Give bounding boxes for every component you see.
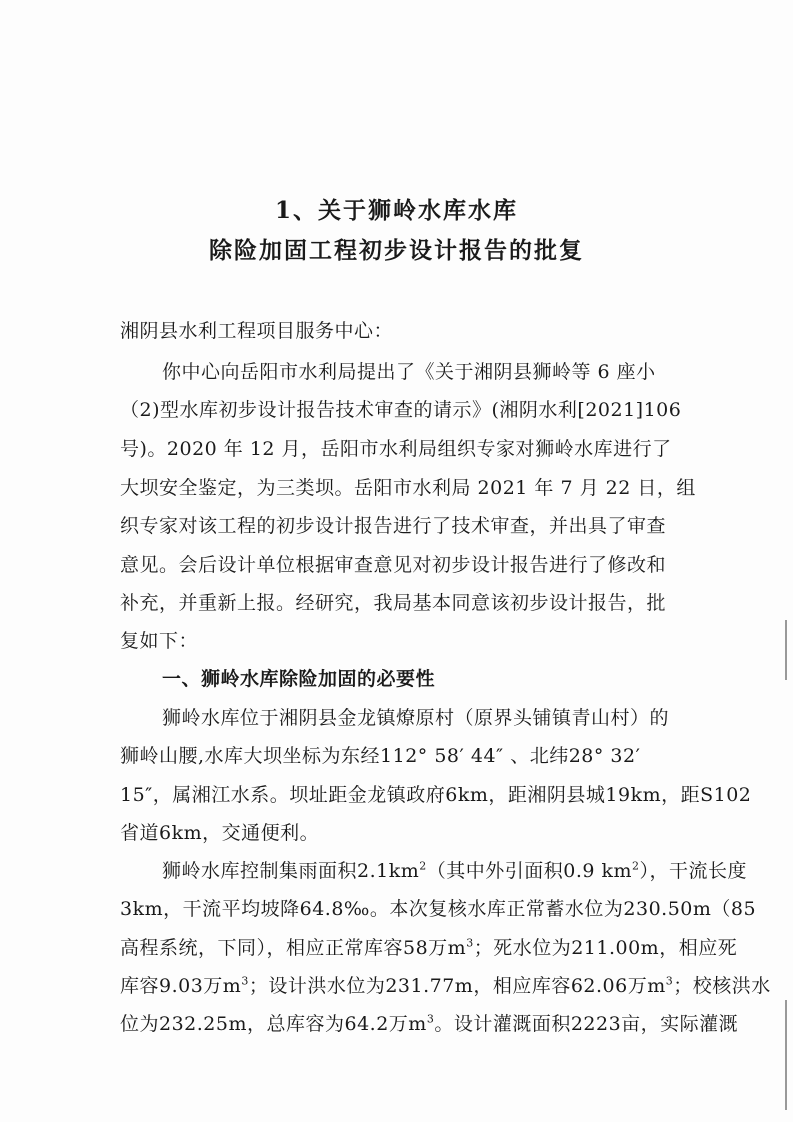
body-line: 省道6km，交通便利。 xyxy=(120,822,320,844)
superscript: 3 xyxy=(241,974,249,988)
body-line xyxy=(120,930,738,966)
superscript: 2 xyxy=(632,859,640,873)
scan-edge-mark xyxy=(785,620,787,680)
text-fragment: 库容9.03万m xyxy=(120,975,242,997)
body-line: 复如下： xyxy=(120,630,199,652)
body-line xyxy=(162,853,748,889)
document-title-line2: 除险加固工程初步设计报告的批复 xyxy=(209,237,584,264)
body-line: 15″，属湘江水系。坝址距金龙镇政府6km，距湘阴县城19km，距S102 xyxy=(120,784,752,806)
body-line: 狮岭山腰,水库大坝坐标为东经112° 58′ 44″ 、北纬28° 32′ xyxy=(120,745,641,767)
body-line: 3km，干流平均坡降64.8‰。本次复核水库正常蓄水位为230.50m（85 xyxy=(120,898,757,920)
body-line: 你中心向岳阳市水利局提出了《关于湘阴县狮岭等 6 座小 xyxy=(162,361,656,383)
text-fragment: 位为232.25m，总库容为64.2万m xyxy=(120,1013,427,1035)
body-line: （2)型水库初步设计报告技术审查的请示》(湘阴水利[2021]106 xyxy=(120,399,682,421)
body-line: 号)。2020 年 12 月，岳阳市水利局组织专家对狮岭水库进行了 xyxy=(120,438,672,460)
body-line: 意见。会后设计单位根据审查意见对初步设计报告进行了修改和 xyxy=(120,554,667,576)
superscript: 3 xyxy=(466,936,474,950)
superscript: 3 xyxy=(665,974,674,988)
text-fragment: ；校核洪水 xyxy=(673,975,771,997)
text-fragment: 。设计灌溉面积2223亩，实际灌溉 xyxy=(434,1013,739,1035)
body-line: 织专家对该工程的初步设计报告进行了技术审查，并出具了审查 xyxy=(120,515,667,537)
scan-edge-mark xyxy=(785,1000,787,1110)
text-fragment: 狮岭水库控制集雨面积2.1km xyxy=(162,860,420,882)
body-line xyxy=(120,968,771,1004)
body-line: 狮岭水库位于湘阴县金龙镇燎原村（原界头铺镇青山村）的 xyxy=(162,707,670,729)
body-line: 补充，并重新上报。经研究，我局基本同意该初步设计报告，批 xyxy=(120,592,667,614)
document-title-line1: 1、关于狮岭水库水库 xyxy=(274,197,518,224)
text-fragment: ；死水位为211.00m，相应死 xyxy=(473,937,738,959)
addressee: 湘阴县水利工程项目服务中心： xyxy=(120,320,394,342)
text-fragment: 高程系统，下同），相应正常库容58万m xyxy=(120,937,467,959)
section-heading: 一、狮岭水库除险加固的必要性 xyxy=(162,668,436,690)
superscript: 2 xyxy=(419,859,427,873)
text-fragment: （其中外引面积0.9 km xyxy=(426,860,633,882)
text-fragment: ），干流长度 xyxy=(639,860,748,882)
body-line: 大坝安全鉴定，为三类坝。岳阳市水利局 2021 年 7 月 22 日，组 xyxy=(120,477,696,499)
body-line xyxy=(120,1006,739,1042)
text-fragment: ；设计洪水位为231.77m，相应库容62.06万m xyxy=(248,975,666,997)
superscript: 3 xyxy=(426,1012,435,1026)
